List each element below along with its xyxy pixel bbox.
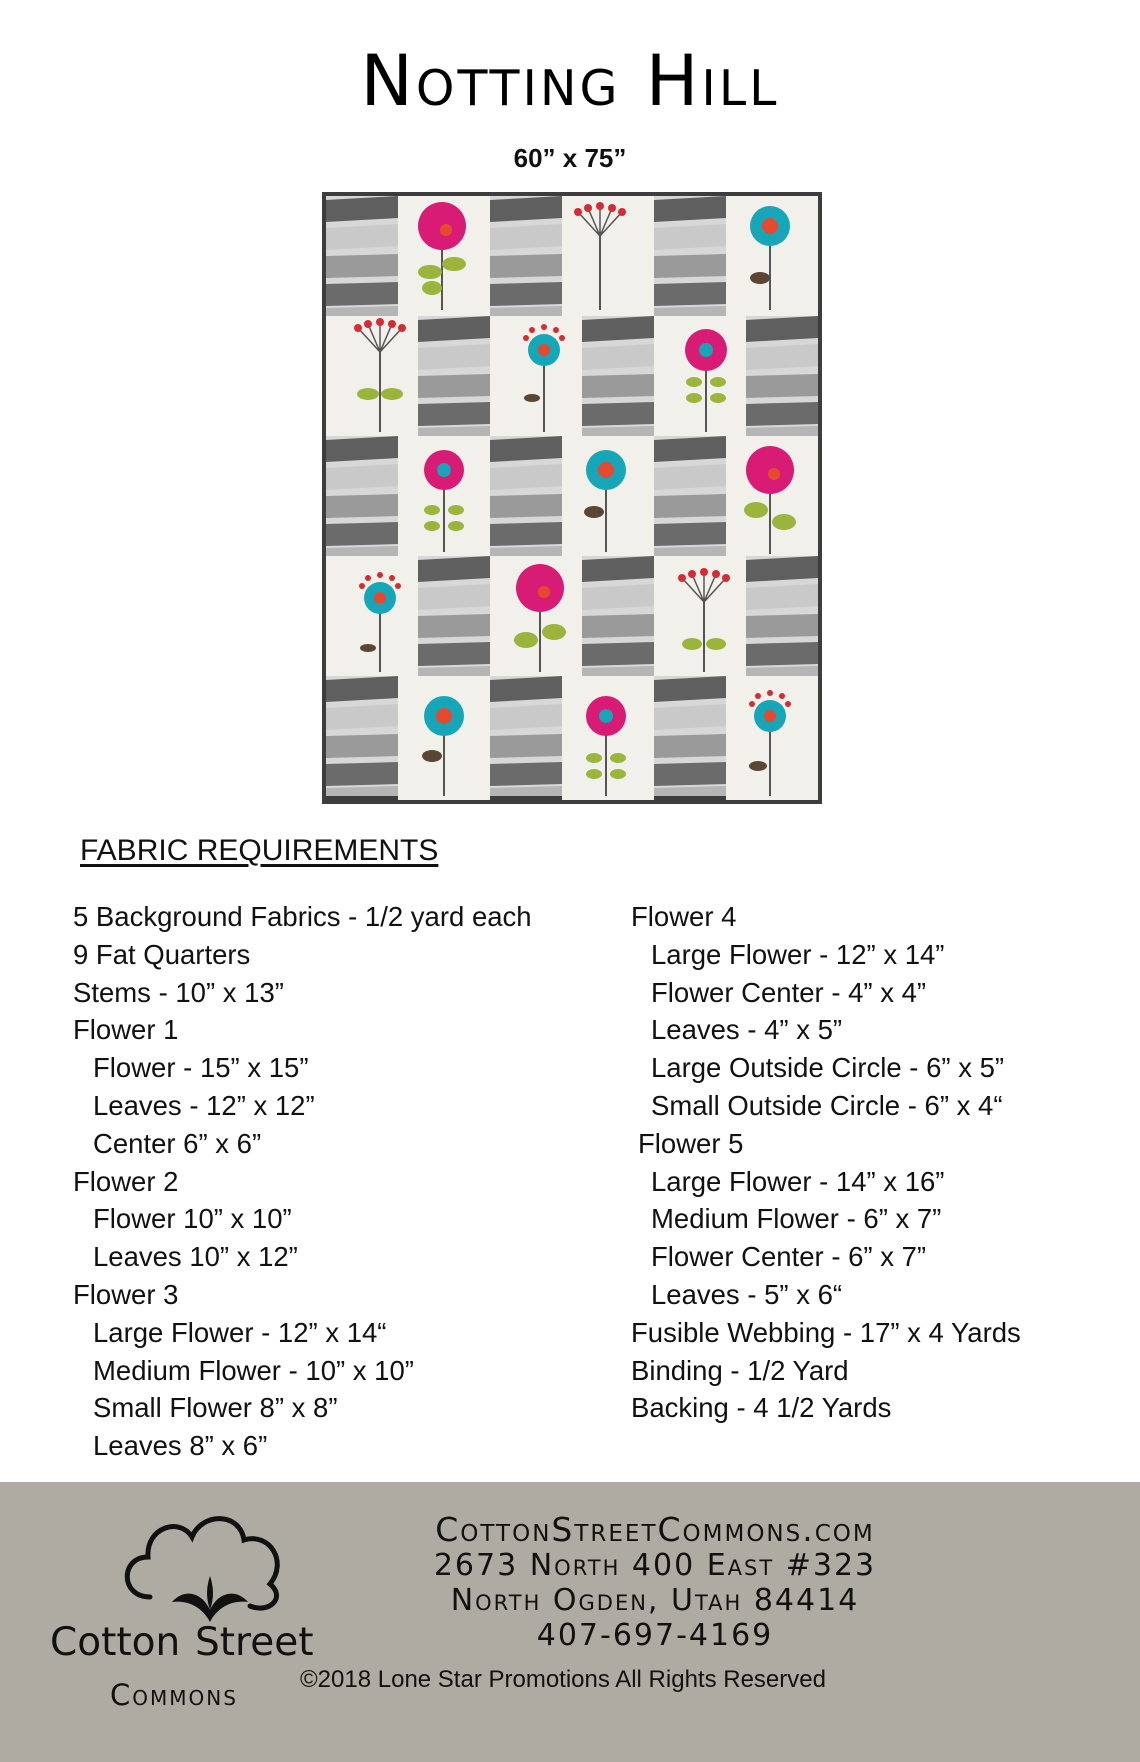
fabric-item: Backing - 4 1/2 Yards — [631, 1392, 892, 1424]
fabric-item: Leaves - 5” x 6“ — [651, 1278, 843, 1310]
fabric-item: Flower - 15” x 15” — [93, 1052, 309, 1084]
address-line-2: North Ogden, Utah 84414 — [450, 1583, 860, 1618]
fabric-item: Small Flower 8” x 8” — [93, 1392, 338, 1424]
fabric-item: Center 6” x 6” — [93, 1127, 262, 1159]
fabric-item: Flower 4 — [631, 901, 737, 932]
fabric-list-left — [73, 898, 532, 1465]
fabric-requirements-heading: FABRIC REQUIREMENTS — [80, 834, 439, 867]
fabric-item: Large Flower - 14” x 16” — [651, 1165, 945, 1197]
fabric-item: Flower 5 — [638, 1127, 744, 1159]
quilt-dimensions: 60” x 75” — [513, 143, 627, 173]
fabric-item: 5 Background Fabrics - 1/2 yard each — [73, 901, 532, 932]
fabric-item: Leaves - 12” x 12” — [93, 1089, 315, 1121]
fabric-item: Medium Flower - 10” x 10” — [93, 1354, 414, 1386]
page-title: Notting Hill — [360, 40, 780, 122]
phone-number: 407-697-4169 — [536, 1618, 774, 1653]
fabric-item: Flower Center - 4” x 4” — [651, 976, 927, 1008]
logo-word-street: Street — [195, 1620, 314, 1665]
fabric-list-right — [631, 898, 1021, 1427]
logo-word-commons: Commons — [110, 1678, 238, 1712]
fabric-item: Medium Flower - 6” x 7” — [651, 1203, 942, 1235]
quilt-image — [322, 192, 822, 804]
fabric-item: Flower 1 — [73, 1014, 179, 1046]
footer — [0, 1482, 1140, 1762]
fabric-item: Small Outside Circle - 6” x 4“ — [651, 1089, 1003, 1121]
fabric-item: Large Flower - 12” x 14“ — [93, 1316, 387, 1348]
fabric-item: Leaves 8” x 6” — [93, 1430, 268, 1462]
fabric-item: Large Flower - 12” x 14” — [651, 938, 945, 970]
fabric-item: Leaves - 4” x 5” — [651, 1014, 843, 1046]
logo-word-cotton: Cotton — [50, 1620, 181, 1665]
fabric-item: Binding - 1/2 Yard — [631, 1354, 849, 1386]
fabric-item: Fusible Webbing - 17” x 4 Yards — [631, 1316, 1021, 1348]
fabric-item: 9 Fat Quarters — [73, 938, 251, 970]
website-link[interactable]: CottonStreetCommons.com — [435, 1510, 875, 1549]
fabric-item: Flower 10” x 10” — [93, 1203, 292, 1235]
copyright-notice: ©2018 Lone Star Promotions All Rights Reserved — [300, 1666, 826, 1693]
fabric-item: Leaves 10” x 12” — [93, 1241, 298, 1273]
address-line-1: 2673 North 400 East #323 — [433, 1548, 877, 1583]
fabric-item: Stems - 10” x 13” — [73, 976, 284, 1008]
fabric-item: Large Outside Circle - 6” x 5” — [651, 1052, 1005, 1084]
fabric-item: Flower Center - 6” x 7” — [651, 1241, 927, 1273]
fabric-item: Flower 3 — [73, 1278, 179, 1310]
fabric-item: Flower 2 — [73, 1165, 179, 1197]
